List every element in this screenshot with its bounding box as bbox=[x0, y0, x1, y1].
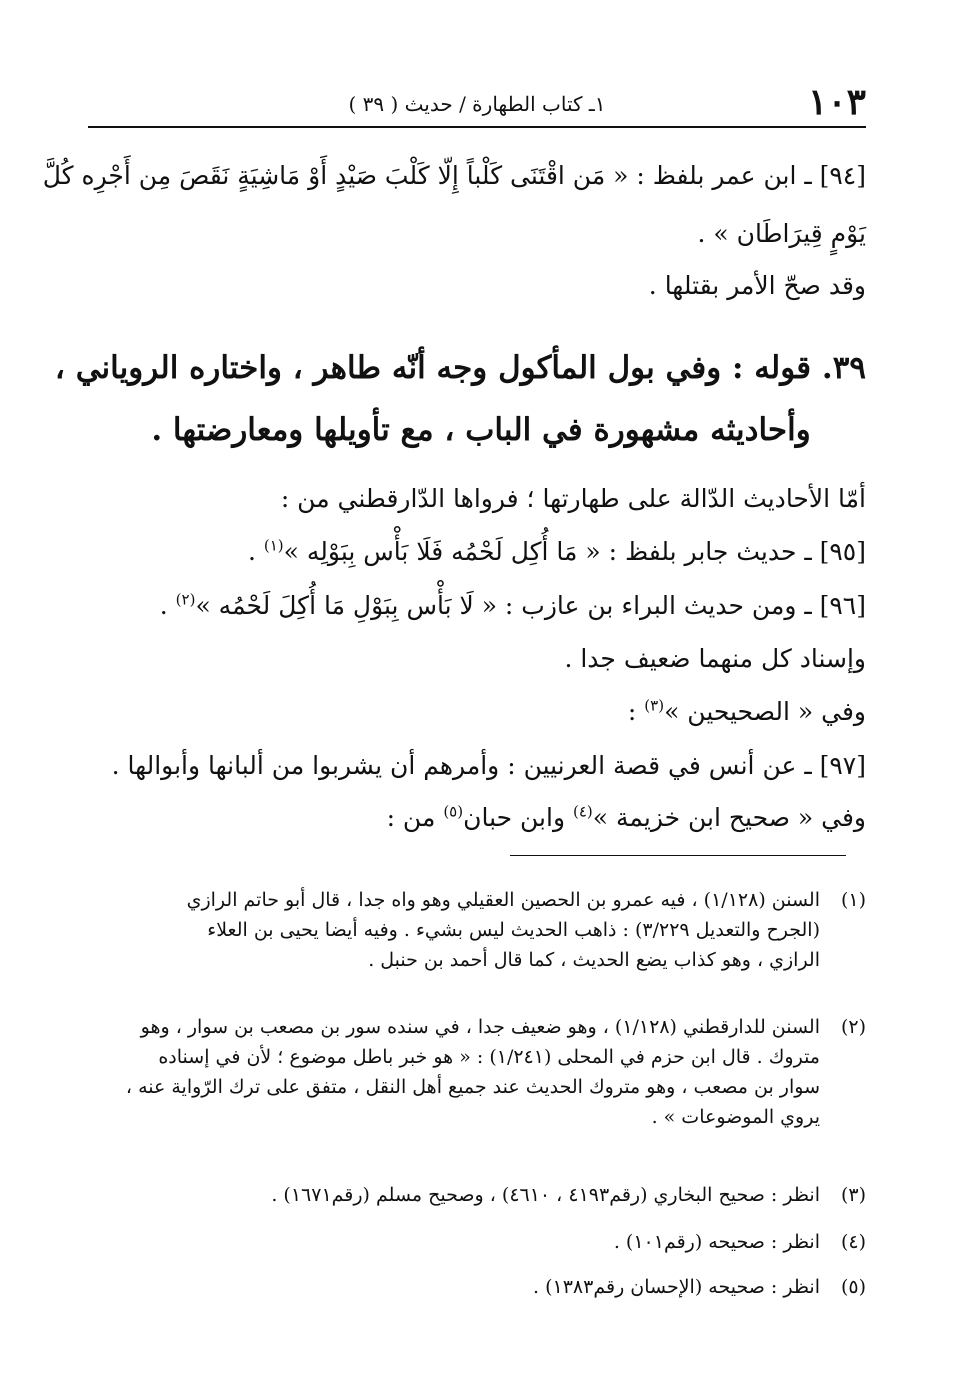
footnote-5 bbox=[92, 1272, 866, 1304]
footnote-body bbox=[92, 885, 820, 975]
footnote-ref-3: (٣) bbox=[644, 696, 665, 715]
footnote-number: (٣) bbox=[840, 1184, 866, 1206]
footnote-ref-2: (٢) bbox=[175, 590, 196, 609]
footnote-line: انظر : صحيحه (الإحسان رقم١٣٨٣) . bbox=[533, 1276, 820, 1298]
footnote-line: يروي الموضوعات » . bbox=[651, 1106, 820, 1128]
footnote-line: انظر : صحيح البخاري (رقم٤١٩٣ ، ٤٦١٠) ، وصحيح مسلم (رقم١٦٧١) . bbox=[271, 1184, 820, 1206]
footnote-divider bbox=[510, 855, 846, 856]
footnote-1 bbox=[92, 885, 866, 1005]
sahihayn-line bbox=[96, 696, 866, 727]
footnote-line: انظر : صحيحه (رقم١٠١) . bbox=[613, 1231, 820, 1253]
isnad-note: وإسناد كل منهما ضعيف جدا . bbox=[564, 644, 866, 673]
hadith-96-end: . bbox=[159, 591, 176, 620]
footnote-body bbox=[92, 1012, 820, 1132]
footnote-number: (٥) bbox=[840, 1276, 866, 1298]
footnote-number: (٢) bbox=[840, 1016, 866, 1038]
footnote-number: (٤) bbox=[840, 1231, 866, 1253]
killing-note: وقد صحّ الأمر بقتلها . bbox=[648, 271, 866, 300]
hadith-94-line-1: [٩٤] ـ ابن عمر بلفظ : « مَن اقْتَنَى كَلْباً إِلّا كَلْبَ صَيْدٍ أَوْ مَاشِيَةٍ نَقَصَ مِن أَجْرِه كُلَّ bbox=[42, 161, 866, 190]
footnote-ref-1: (١) bbox=[263, 536, 284, 555]
running-title: ١ـ كتاب الطهارة / حديث ( ٣٩ ) bbox=[348, 92, 606, 116]
footnote-line: متروك . قال ابن حزم في المحلى (١/٢٤١) : « هو خبر باطل موضوع ؛ لأن في إسناده bbox=[158, 1046, 820, 1068]
sahihayn-text: وفي « الصحيحين » bbox=[664, 697, 866, 726]
footnote-line: (الجرح والتعديل ٣/٢٢٩) : ذاهب الحديث ليس بشيء . وفيه أيضا يحيى بن العلاء bbox=[207, 919, 820, 941]
section-heading-line-1: ٣٩. قوله : وفي بول المأكول وجه أنّه طاهر ، واختاره الروياني ، bbox=[54, 350, 866, 386]
hadith-97: [٩٧] ـ عن أنس في قصة العرنيين : وأمرهم أن يشربوا من ألبانها وأبوالها . bbox=[111, 751, 866, 780]
footnote-body bbox=[92, 1227, 820, 1257]
hadith-96 bbox=[96, 590, 866, 621]
footnote-number: (١) bbox=[840, 889, 866, 911]
hibban-end: من : bbox=[386, 803, 444, 832]
footnote-2 bbox=[92, 1012, 866, 1142]
footnote-line: الرازي ، وهو كذاب يضع الحديث ، كما قال أحمد بن حنبل . bbox=[368, 949, 820, 971]
footnote-line: السنن للدارقطني (١/١٢٨) ، وهو ضعيف جدا ، في سنده سور بن مصعب بن سوار ، وهو bbox=[140, 1016, 820, 1038]
hadith-95 bbox=[96, 536, 866, 567]
hadith-96-text: [٩٦] ـ ومن حديث البراء بن عازب : « لَا بَأْس بِبَوْلِ مَا أُكِلَ لَحْمُه » bbox=[195, 591, 866, 620]
page-header bbox=[88, 78, 866, 128]
sahihayn-end: : bbox=[627, 697, 645, 726]
page-number: ١٠٣ bbox=[807, 81, 866, 123]
footnote-body bbox=[92, 1180, 820, 1210]
hadith-95-text: [٩٥] ـ حديث جابر بلفظ : « مَا أُكِل لَحْمُه فَلَا بَأْس بِبَوْلِه » bbox=[283, 537, 866, 566]
khuzayma-line bbox=[96, 802, 866, 833]
khuzayma-text: وفي « صحيح ابن خزيمة » bbox=[592, 803, 866, 832]
footnote-line: السنن (١/١٢٨) ، فيه عمرو بن الحصين العقيلي وهو واه جدا ، قال أبو حاتم الرازي bbox=[186, 889, 820, 911]
hadith-94-line-2: يَوْمٍ قِيرَاطَان » . bbox=[697, 219, 866, 248]
section-heading-line-2: وأحاديثه مشهورة في الباب ، مع تأويلها ومعارضتها . bbox=[151, 412, 811, 448]
footnote-line: سوار بن مصعب ، وهو متروك الحديث عند جميع أهل النقل ، متفق على ترك الرّواية عنه ، bbox=[125, 1076, 820, 1098]
footnote-3 bbox=[92, 1180, 866, 1212]
hadith-95-end: . bbox=[247, 537, 264, 566]
intro-line: أمّا الأحاديث الدّالة على طهارتها ؛ فرواها الدّارقطني من : bbox=[280, 484, 866, 513]
footnote-body bbox=[92, 1272, 820, 1302]
footnote-ref-4: (٤) bbox=[572, 802, 593, 821]
footnote-4 bbox=[92, 1227, 866, 1259]
hibban-text: وابن حبان bbox=[463, 803, 573, 832]
footnote-ref-5: (٥) bbox=[443, 802, 464, 821]
